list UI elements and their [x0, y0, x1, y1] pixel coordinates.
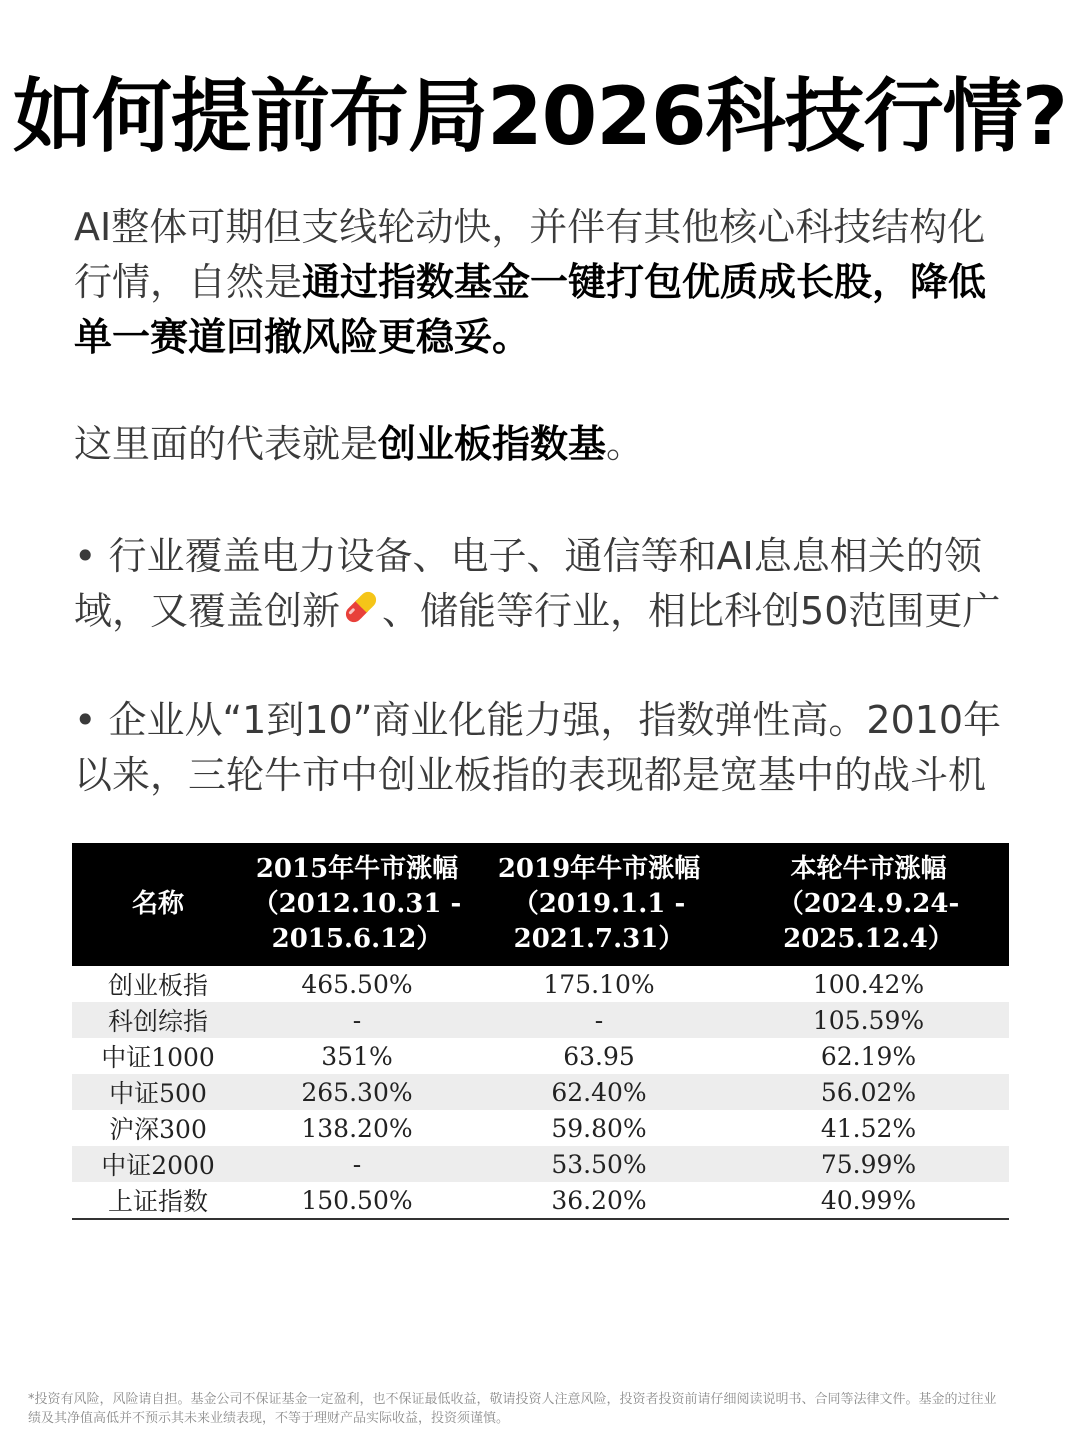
header-2019-range-end: 2021.7.31） — [513, 924, 685, 954]
representative-plain: 这里面的代表就是 — [74, 422, 379, 466]
table-cell: 科创综指 — [107, 1007, 208, 1036]
bullet-1-line-1: • 行业覆盖电力设备、电子、通信等和AI息息相关的领 — [74, 534, 982, 578]
table-row — [72, 1074, 1009, 1110]
representative-paragraph — [74, 417, 1019, 472]
table-row — [72, 1182, 1009, 1219]
intro-line-3-emphasis: 单一赛道回撤风险更稳妥。 — [74, 315, 531, 359]
header-2019 — [470, 843, 728, 966]
table-cell: 105.59% — [812, 1005, 925, 1035]
header-2015-range-end: 2015.6.12） — [271, 924, 443, 954]
header-current-title: 本轮牛市涨幅 — [790, 854, 947, 884]
disclaimer-line-1: *投资有风险，风险请自担。基金公司不保证基金一定盈利，也不保证最低收益，敬请投资人注意风险，投资者投资前请仔细阅读说明书、合同等法律文件。基金的过往业 — [28, 1392, 997, 1407]
table-cell: 中证1000 — [101, 1043, 215, 1072]
table-cell: 41.52% — [820, 1113, 917, 1143]
table-cell: - — [352, 1005, 362, 1035]
returns-table — [72, 843, 1009, 1220]
header-name: 名称 — [131, 889, 184, 919]
table-cell: 中证500 — [109, 1079, 207, 1108]
representative-line — [74, 417, 1019, 472]
table-cell: 465.50% — [301, 969, 413, 999]
table-row — [72, 1146, 1009, 1182]
bullet-industry-coverage — [74, 529, 1019, 639]
table-cell: 150.50% — [244, 1182, 470, 1219]
table-cell: 351% — [321, 1041, 393, 1071]
intro-paragraph — [74, 200, 1019, 365]
intro-line-1: AI整体可期但支线轮动快，并伴有其他核心科技结构化 — [74, 205, 986, 249]
intro-line-2 — [74, 255, 1019, 310]
bullet-commercialization — [74, 693, 1019, 803]
pill-icon — [340, 586, 382, 628]
bull-market-returns-table — [72, 843, 1009, 1220]
table-cell: 62.19% — [820, 1041, 917, 1071]
bullet-1-line-2-before: 域，又覆盖创新 — [74, 589, 341, 633]
table-cell: 175.10% — [543, 969, 655, 999]
table-cell: 100.42% — [812, 969, 925, 999]
header-2015-range-start: （2012.10.31 - — [252, 889, 462, 919]
table-cell: 59.80% — [551, 1113, 647, 1143]
header-current-range-end: 2025.12.4） — [783, 924, 954, 954]
bullet-2-line-1: • 企业从“1到10”商业化能力强，指数弹性高。2010年 — [74, 698, 1002, 742]
table-header-row — [72, 843, 1009, 966]
table-cell: - — [594, 1005, 604, 1035]
table-row — [72, 966, 1009, 1002]
header-2015 — [244, 843, 470, 966]
intro-line-2-emphasis: 通过指数基金一键打包优质成长股，降低 — [302, 260, 987, 304]
table-cell: 62.40% — [551, 1077, 647, 1107]
table-cell: 40.99% — [728, 1182, 1009, 1219]
table-cell: 63.95 — [563, 1041, 635, 1071]
table-cell: 138.20% — [301, 1113, 413, 1143]
representative-emphasis: 创业板指数基 — [378, 422, 607, 466]
table-row — [72, 1002, 1009, 1038]
table-cell: 沪深300 — [109, 1115, 207, 1144]
table-cell: 中证2000 — [101, 1151, 215, 1180]
table-cell: 创业板指 — [107, 971, 208, 1000]
bullet-1-line-2 — [74, 584, 1019, 639]
bullet-1-line-2-after: 、储能等行业，相比科创50范围更广 — [382, 589, 1001, 633]
header-2019-title: 2019年牛市涨幅 — [497, 854, 701, 884]
table-row — [72, 1038, 1009, 1074]
table-cell: 36.20% — [470, 1182, 728, 1219]
risk-disclaimer — [28, 1390, 1068, 1428]
table-cell: 56.02% — [820, 1077, 917, 1107]
bullet-2-line-2: 以来，三轮牛市中创业板指的表现都是宽基中的战斗机 — [74, 753, 987, 797]
table-cell: - — [352, 1149, 362, 1179]
table-cell: 75.99% — [820, 1149, 917, 1179]
header-current-range-start: （2024.9.24- — [777, 889, 960, 919]
page-title: 如何提前布局2026科技行情? — [12, 70, 1068, 163]
table-cell: 上证指数 — [72, 1182, 244, 1219]
table-row — [72, 1110, 1009, 1146]
table-cell: 53.50% — [551, 1149, 647, 1179]
header-2015-title: 2015年牛市涨幅 — [255, 854, 459, 884]
header-current — [728, 843, 1009, 966]
table-cell: 265.30% — [301, 1077, 413, 1107]
disclaimer-line-2: 绩及其净值高低并不预示其未来业绩表现，不等于理财产品实际收益，投资须谨慎。 — [28, 1411, 510, 1426]
header-2019-range-start: （2019.1.1 - — [512, 889, 686, 919]
representative-end: 。 — [606, 422, 645, 466]
intro-line-2-plain: 行情，自然是 — [74, 260, 303, 304]
